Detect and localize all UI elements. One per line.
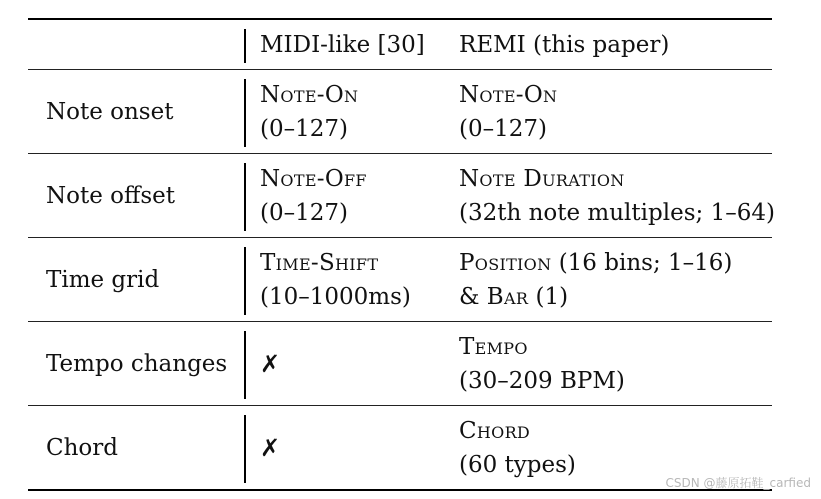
bottom-rule	[28, 489, 772, 491]
remi-position	[459, 246, 732, 280]
row-label-note-onset: Note onset	[46, 99, 174, 125]
row-label-note-offset: Note offset	[46, 183, 175, 209]
row-label-chord: Chord	[46, 435, 118, 461]
remi-tempo: Tempo	[459, 334, 528, 360]
header-midi-like: MIDI-like [30]	[260, 32, 425, 58]
cross-mark-icon: ✗	[260, 434, 281, 462]
row-rule-4	[28, 405, 772, 406]
column-separator	[244, 415, 246, 483]
row-rule-3	[28, 321, 772, 322]
midi-note-off-range: (0–127)	[260, 200, 348, 226]
remi-bar-range: (1)	[528, 284, 569, 310]
column-separator	[244, 79, 246, 147]
comparison-table	[28, 0, 775, 499]
remi-position-token: Position	[459, 250, 552, 276]
remi-note-duration: Note Duration	[459, 166, 625, 192]
remi-note-on-range: (0–127)	[459, 116, 547, 142]
remi-chord-range: (60 types)	[459, 452, 576, 478]
remi-position-range: (16 bins; 1–16)	[551, 250, 733, 276]
column-separator	[244, 163, 246, 231]
remi-note-on: Note-On	[459, 82, 558, 108]
watermark: CSDN @藤原拓鞋_carfied	[665, 476, 811, 490]
cross-mark-icon: ✗	[260, 350, 281, 378]
midi-time-shift: Time-Shift	[260, 250, 379, 276]
column-separator	[244, 29, 246, 63]
midi-time-shift-range: (10–1000ms)	[260, 284, 411, 310]
midi-note-on: Note-On	[260, 82, 359, 108]
column-separator	[244, 331, 246, 399]
remi-bar	[459, 280, 568, 314]
row-rule-1	[28, 153, 772, 154]
row-label-tempo-changes: Tempo changes	[46, 351, 228, 377]
midi-note-off: Note-Off	[260, 166, 367, 192]
remi-chord: Chord	[459, 418, 531, 444]
remi-bar-token: Bar	[486, 284, 529, 310]
remi-bar-prefix: &	[459, 284, 487, 310]
row-label-time-grid: Time grid	[46, 267, 160, 293]
header-remi: REMI (this paper)	[459, 32, 670, 58]
top-rule	[28, 18, 772, 20]
row-rule-2	[28, 237, 772, 238]
remi-note-duration-range: (32th note multiples; 1–64)	[459, 200, 775, 226]
header-rule	[28, 69, 772, 70]
remi-tempo-range: (30–209 BPM)	[459, 368, 625, 394]
midi-note-on-range: (0–127)	[260, 116, 348, 142]
column-separator	[244, 247, 246, 315]
